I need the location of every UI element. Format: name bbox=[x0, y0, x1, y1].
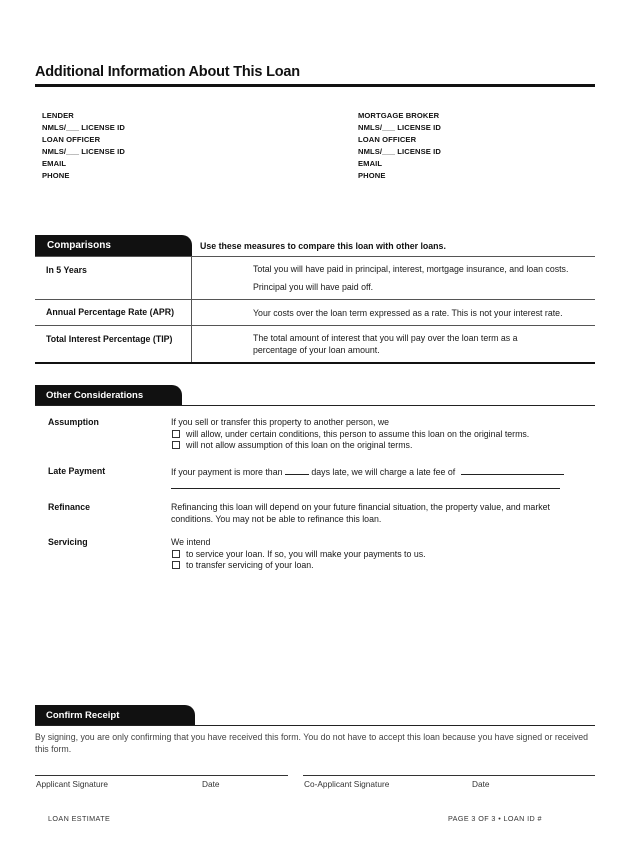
page-title-block bbox=[35, 64, 595, 87]
lender-loan-officer-nmls-id: NMLS/___ LICENSE ID bbox=[42, 147, 125, 156]
footer-page-number: PAGE 3 OF 3 • LOAN ID # bbox=[448, 814, 542, 823]
comparisons-table bbox=[35, 235, 595, 364]
servicing-row bbox=[35, 537, 595, 572]
late-payment-text-1: If your payment is more than bbox=[171, 466, 283, 477]
in-5-years-description bbox=[192, 257, 595, 299]
footer-form-name: LOAN ESTIMATE bbox=[48, 814, 111, 823]
broker-phone-label: PHONE bbox=[358, 171, 386, 180]
lender-loan-officer-label: LOAN OFFICER bbox=[42, 135, 101, 144]
comparisons-section-tab: Comparisons bbox=[35, 235, 192, 256]
lender-label: LENDER bbox=[42, 111, 74, 120]
transfer-servicing-option-label: to transfer servicing of your loan. bbox=[186, 560, 314, 570]
servicing-option-service bbox=[171, 549, 571, 561]
will-allow-option-label: will allow, under certain conditions, this person to assume this loan on the original terms. bbox=[186, 428, 530, 439]
applicant-date-label: Date bbox=[202, 779, 220, 789]
table-row bbox=[35, 300, 595, 326]
other-considerations-header bbox=[35, 385, 595, 406]
co-applicant-signature-label: Co-Applicant Signature bbox=[304, 779, 390, 789]
assumption-body bbox=[171, 417, 571, 452]
late-payment-text-2: days late, we will charge a late fee of bbox=[311, 466, 456, 477]
tip-line-1: The total amount of interest that you will pay over the loan term as a percentage of your loan amount. bbox=[253, 333, 518, 355]
will-allow-checkbox[interactable] bbox=[172, 430, 180, 438]
late-fee-continuation-blank-field[interactable] bbox=[171, 478, 560, 489]
assumption-option-will-not-allow bbox=[171, 440, 571, 452]
comparisons-subtitle: Use these measures to compare this loan with other loans. bbox=[200, 240, 446, 251]
will-not-allow-checkbox[interactable] bbox=[172, 441, 180, 449]
page-title: Additional Information About This Loan bbox=[35, 64, 300, 80]
late-payment-body bbox=[171, 466, 571, 490]
co-applicant-signature-field[interactable] bbox=[303, 775, 595, 789]
signature-block bbox=[35, 775, 595, 805]
table-row bbox=[35, 326, 595, 362]
servicing-label: Servicing bbox=[48, 537, 88, 547]
apr-line-1: Your costs over the loan term expressed as a rate. This is not your interest rate. bbox=[253, 308, 563, 318]
broker-nmls-id: NMLS/___ LICENSE ID bbox=[358, 123, 441, 132]
assumption-row bbox=[35, 417, 595, 452]
lender-contact-column bbox=[42, 110, 125, 182]
servicing-option-transfer bbox=[171, 560, 571, 572]
other-considerations-section-tab: Other Considerations bbox=[35, 385, 182, 405]
lender-email-label: EMAIL bbox=[42, 159, 67, 168]
confirm-receipt-header bbox=[35, 705, 595, 726]
will-not-allow-option-label: will not allow assumption of this loan on the original terms. bbox=[186, 440, 413, 450]
confirm-receipt-text: By signing, you are only confirming that you have received this form. You do not have to accept this loan because you have signed or received this form. bbox=[35, 732, 589, 754]
broker-email-label: EMAIL bbox=[358, 159, 383, 168]
broker-label: MORTGAGE BROKER bbox=[358, 111, 440, 120]
in-5-years-label: In 5 Years bbox=[35, 257, 192, 299]
broker-loan-officer-nmls-id: NMLS/___ LICENSE ID bbox=[358, 147, 441, 156]
service-loan-checkbox[interactable] bbox=[172, 550, 180, 558]
apr-label: Annual Percentage Rate (APR) bbox=[35, 300, 192, 325]
confirm-receipt-section-tab: Confirm Receipt bbox=[35, 705, 195, 725]
other-considerations-section bbox=[35, 385, 595, 572]
broker-loan-officer-label: LOAN OFFICER bbox=[358, 135, 417, 144]
tip-description bbox=[192, 326, 595, 362]
in-5-years-line-2: Principal you will have paid off. bbox=[253, 282, 374, 292]
late-payment-label: Late Payment bbox=[48, 465, 106, 476]
apr-description bbox=[192, 300, 595, 325]
co-applicant-date-label: Date bbox=[472, 779, 490, 789]
table-row bbox=[35, 257, 595, 300]
transfer-servicing-checkbox[interactable] bbox=[172, 561, 180, 569]
applicant-signature-field[interactable] bbox=[35, 775, 288, 789]
lender-phone-label: PHONE bbox=[42, 171, 70, 180]
page-footer bbox=[0, 814, 630, 826]
refinance-row bbox=[35, 502, 595, 525]
lender-nmls-id: NMLS/___ LICENSE ID bbox=[42, 123, 125, 132]
in-5-years-line-1: Total you will have paid in principal, interest, mortgage insurance, and loan costs. bbox=[253, 264, 569, 274]
refinance-label: Refinance bbox=[48, 502, 91, 512]
applicant-signature-label: Applicant Signature bbox=[36, 779, 108, 789]
comparisons-header-row bbox=[35, 235, 595, 257]
servicing-intro: We intend bbox=[171, 537, 211, 547]
mortgage-broker-contact-column bbox=[358, 110, 441, 182]
refinance-text: Refinancing this loan will depend on your future financial situation, the property value, and market conditions. You may not be able to refinance this loan. bbox=[171, 502, 550, 524]
late-payment-row bbox=[35, 466, 595, 490]
tip-label: Total Interest Percentage (TIP) bbox=[35, 326, 192, 362]
servicing-body bbox=[171, 537, 571, 572]
assumption-intro: If you sell or transfer this property to another person, we bbox=[171, 417, 390, 427]
service-loan-option-label: to service your loan. If so, you will make your payments to us. bbox=[186, 548, 426, 559]
assumption-option-will-allow bbox=[171, 429, 571, 441]
late-fee-blank-field[interactable] bbox=[461, 466, 564, 475]
late-payment-sentence bbox=[171, 466, 571, 479]
days-late-blank-field[interactable] bbox=[285, 466, 309, 475]
assumption-label: Assumption bbox=[48, 417, 99, 427]
confirm-receipt-section bbox=[35, 705, 595, 755]
